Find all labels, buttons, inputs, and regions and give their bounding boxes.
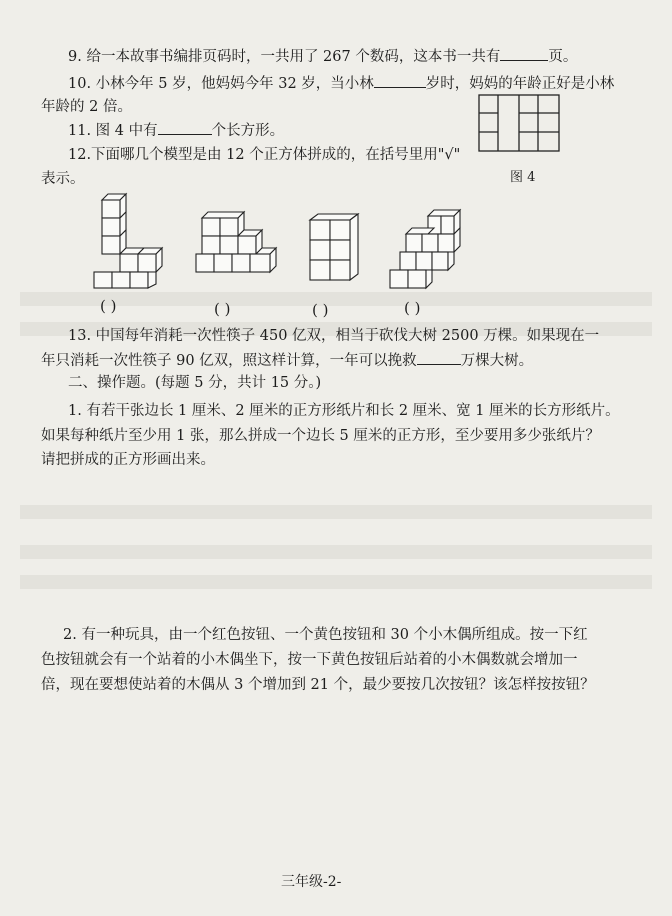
figure-4-rectangle-grid [478,94,560,152]
bleed-through-band [20,505,652,519]
question-9 [68,48,577,66]
answer-bracket-2[interactable]: ( ) [214,300,231,318]
question-9-suffix: 页。 [548,49,578,65]
cube-model-3 [306,210,360,290]
cube-model-1 [90,188,164,290]
question-11-suffix: 个长方形。 [211,123,285,139]
operation-1-line3: 请把拼成的正方形画出来。 [41,452,215,468]
bleed-through-band [20,575,652,589]
question-13-text: 年只消耗一次性筷子 90 亿双，照这样计算，一年可以挽救 [41,353,417,369]
bleed-through-band [20,545,652,559]
operation-2-line2: 色按钮就会有一个站着的小木偶坐下，按一下黄色按钮后站着的小木偶数就会增加一 [41,652,578,668]
question-12-line2: 表示。 [41,171,85,187]
question-12-line1: 12.下面哪几个模型是由 12 个正方体拼成的，在括号里用"√" [68,147,461,163]
question-13-line1: 13. 中国每年消耗一次性筷子 450 亿双，相当于砍伐大树 2500 万棵。如果现在一 [68,328,600,344]
cube-model-2 [192,206,278,280]
question-11-text: 11. 图 4 中有 [68,123,158,139]
cube-model-4 [386,204,462,290]
question-10 [68,75,614,93]
section-2-title: 二、操作题。(每题 5 分，共计 15 分。) [68,375,322,391]
question-9-blank[interactable] [500,60,548,61]
question-11 [68,122,284,140]
question-11-blank[interactable] [158,134,212,135]
answer-bracket-4[interactable]: ( ) [404,299,421,317]
operation-2-line1: 2. 有一种玩具，由一个红色按钮、一个黄色按钮和 30 个小木偶所组成。按一下红 [63,627,588,643]
answer-bracket-3[interactable]: ( ) [312,301,329,319]
question-13-suffix: 万棵大树。 [460,353,534,369]
question-10-blank[interactable] [374,87,426,88]
operation-1-line1: 1. 有若干张边长 1 厘米、2 厘米的正方形纸片和长 2 厘米、宽 1 厘米的长方形纸片。 [68,403,620,419]
question-13-line2 [41,352,533,370]
operation-1-line2: 如果每种纸片至少用 1 张，那么拼成一个边长 5 厘米的正方形，至少要用多少张纸片？ [41,428,600,444]
figure-4-caption: 图 4 [510,170,536,185]
question-13-blank[interactable] [417,364,461,365]
question-10-text: 10. 小林今年 5 岁，他妈妈今年 32 岁，当小林 [68,76,374,92]
question-10-suffix: 岁时，妈妈的年龄正好是小林 [425,76,615,92]
answer-bracket-1[interactable]: ( ) [100,297,117,315]
page-footer: 三年级-2- [281,874,342,890]
question-9-text: 9. 给一本故事书编排页码时，一共用了 267 个数码，这本书一共有 [68,49,501,65]
operation-2-line3: 倍，现在要想使站着的木偶从 3 个增加到 21 个，最少要按几次按钮？该怎样按按钮？ [41,677,595,693]
question-10-line2: 年龄的 2 倍。 [41,99,132,115]
